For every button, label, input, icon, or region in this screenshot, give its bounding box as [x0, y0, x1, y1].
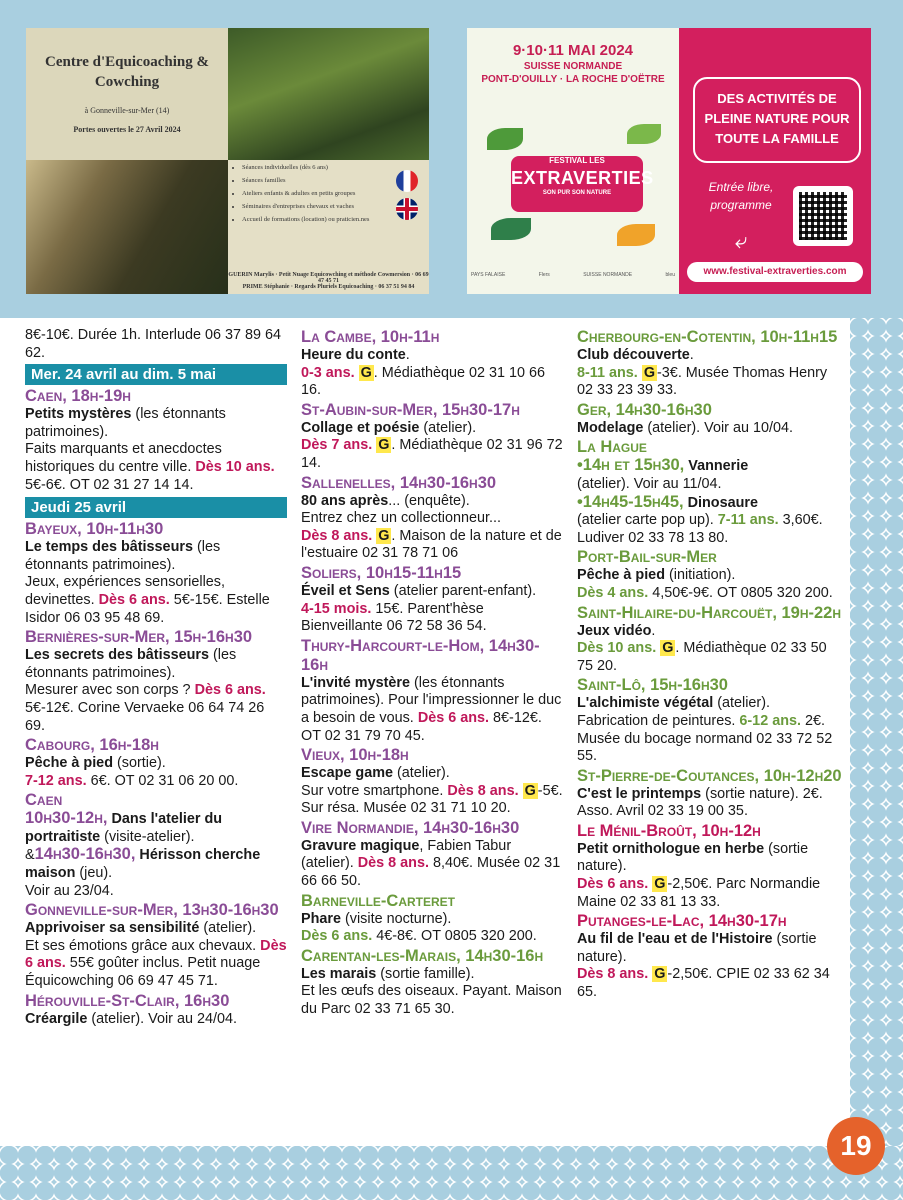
age-label: Dès 7 ans.	[301, 437, 373, 454]
age-label: Dès 10 ans.	[195, 458, 275, 475]
event-desc: Collage et poésie (atelier).	[301, 419, 477, 436]
partner-logo: PAYS FALAISE	[471, 272, 506, 278]
event-desc: Dès 8 ans. G . Maison de la nature et de l'estuaire 02 31 78 71 06	[301, 527, 562, 562]
festival-entree: Entrée libre, programme	[708, 180, 774, 212]
age-label: Dès 8 ans.	[301, 527, 373, 544]
event-title: Barneville-Carteret	[301, 891, 455, 910]
event-desc: Heure du conte.	[301, 347, 410, 363]
equicoaching-open-house: Portes ouvertes le 27 Avril 2024	[73, 125, 181, 134]
event-desc: Petit ornithologue en herbe (sortie nature).	[577, 840, 809, 875]
horse-photo	[228, 28, 429, 160]
event-title: St-Aubin-sur-Mer, 15h30-17h	[301, 400, 520, 419]
event-desc: 10h30-12h, Dans l'atelier du portraitiste (visite-atelier).	[25, 809, 223, 845]
event-title: St-Pierre-de-Coutances, 10h-12h20	[577, 766, 842, 785]
service-item: • Accueil de formations (location) ou praticien.nes	[242, 216, 429, 223]
contact-right: PRIME Stéphanie · Regards Pluriels Equicoaching · 06 37 51 94 84	[242, 284, 415, 290]
event-desc: Phare (visite nocturne).	[301, 910, 452, 927]
leaf-icon	[627, 124, 661, 144]
event-title: Carentan-les-Marais, 14h30-16h	[301, 946, 544, 965]
event-title: Putanges-le-Lac, 14h30-17h	[577, 912, 787, 931]
festival-logo	[511, 156, 654, 212]
event-desc: 8-11 ans. G -3€. Musée Thomas Henry 02 33 23 39 33.	[577, 364, 828, 399]
age-label: 7-11 ans.	[717, 512, 779, 529]
event-desc: Pêche à pied (initiation).	[577, 567, 736, 584]
free-badge: G	[643, 364, 656, 381]
event-desc: Entrez chez un collectionneur...	[301, 510, 501, 527]
festival-region: SUISSE NORMANDE	[523, 61, 623, 72]
column-2	[301, 327, 563, 1019]
event-desc: C'est le printemps (sortie nature). 2€. Asso. Avril 02 33 19 00 35.	[577, 785, 823, 820]
page-number: 19	[827, 1117, 885, 1175]
event-desc: •14h45-15h45, Dinosaure	[577, 492, 758, 511]
event-desc: 0-3 ans. G . Médiathèque 02 31 10 66 16.	[301, 364, 546, 399]
festival-dates	[467, 42, 679, 86]
event-desc: &14h30-16h30, Hérisson cherche maison (jeu).	[25, 845, 261, 882]
leaf-icon	[617, 224, 655, 246]
age-label: 6-12 ans.	[739, 712, 801, 729]
age-label: Dès 6 ans.	[98, 591, 170, 608]
festival-small-label: FESTIVAL LES	[549, 156, 605, 165]
event-desc: Dès 4 ans. 4,50€-9€. OT 0805 320 200.	[577, 584, 833, 601]
event-desc: Pêche à pied (sortie).	[25, 755, 166, 772]
event-desc: Et les œufs des oiseaux. Payant. Maison du Parc 02 33 71 65 30.	[301, 983, 562, 1018]
event-desc: Créargile (atelier). Voir au 24/04.	[25, 1010, 237, 1027]
event-title: Vire Normandie, 14h30-16h30	[301, 818, 520, 837]
event-desc: Modelage (atelier). Voir au 10/04.	[577, 419, 793, 436]
event-title: Bayeux, 10h-11h30	[25, 520, 164, 539]
equicoaching-title: Centre d'Equicoaching & Cowching	[45, 54, 209, 90]
event-desc: Sur votre smartphone. Dès 8 ans. G -5€. Sur résa. Musée 02 31 71 10 20.	[301, 782, 563, 817]
free-badge: G	[662, 640, 674, 657]
event-desc: Dès 6 ans. G -2,50€. Parc Normandie Maine 02 33 81 13 33.	[577, 876, 821, 910]
service-item: • Séances familles	[242, 177, 429, 184]
decorative-pattern-right	[850, 318, 903, 1156]
age-label: 8-11 ans.	[577, 364, 638, 381]
festival-sub: SON PUR SON NATURE	[542, 190, 612, 196]
uk-flag-icon	[396, 198, 418, 220]
date-band: Mer. 24 avril au dim. 5 mai	[25, 364, 287, 385]
event-desc: 4-15 mois. 15€. Parent'hèse Bienveillante 06 72 58 36 54.	[301, 600, 487, 635]
service-item: • Séminaires d'entreprises chevaux et vaches	[242, 203, 429, 210]
event-desc: Gravure magique, Fabien Tabur (atelier). Dès 8 ans. 8,40€. Musée 02 31 66 66 50.	[301, 837, 561, 890]
age-label: Dès 4 ans.	[577, 584, 649, 601]
event-title: Cherbourg-en-Cotentin, 10h-11h15	[577, 328, 838, 346]
event-desc: Faits marquants et anecdoctes historiques du centre ville. Dès 10 ans. 5€-6€. OT 02 31 27 14 14.	[25, 441, 275, 493]
free-badge: G	[378, 437, 390, 454]
cow-photo	[26, 160, 228, 294]
event-title: Caen, 18h-19h	[25, 387, 131, 406]
free-badge: G	[360, 364, 372, 381]
age-label: Dès 8 ans.	[357, 855, 429, 872]
extraverties-ad[interactable]	[467, 28, 871, 294]
service-item: • Séances individuelles (dès 6 ans)	[242, 164, 429, 171]
column-3	[577, 327, 843, 1002]
event-desc: Le temps des bâtisseurs (les étonnants patrimoines).	[25, 539, 221, 573]
equicoaching-header	[26, 28, 228, 160]
age-label: Dès 6 ans.	[301, 928, 373, 945]
column-1	[25, 327, 287, 1028]
event-desc: •14h et 15h30, Vannerie	[577, 456, 749, 475]
festival-url[interactable]: www.festival-extraverties.com	[687, 262, 863, 282]
event-desc: (atelier). Voir au 11/04.	[577, 475, 722, 492]
event-title: La Hague	[577, 438, 647, 457]
partner-logos	[471, 272, 675, 278]
partner-logo: bleu	[665, 272, 675, 278]
event-desc: Jeux, expériences sensorielles, devinettes. Dès 6 ans. 5€-15€. Estelle Isidor 06 03 95 48 69.	[25, 574, 270, 626]
event-desc: L'invité mystère (les étonnants patrimoines). Pour l'impressionner le duc a besoin de vous. Dès 6 ans. 8€-12€. OT 02 31 79 70 45.	[301, 674, 562, 744]
age-label: Dès 6 ans.	[417, 709, 490, 726]
event-desc: 7-12 ans. 6€. OT 02 31 06 20 00.	[25, 772, 239, 789]
equicoaching-location: à Gonneville-sur-Mer (14)	[84, 106, 170, 115]
event-title: Sallenelles, 14h30-16h30	[301, 473, 497, 492]
leaf-icon	[487, 128, 523, 150]
date-band: Jeudi 25 avril	[25, 497, 287, 518]
event-title: Caen	[25, 791, 63, 810]
leaf-icon	[491, 218, 531, 240]
event-desc: Dès 7 ans. G . Médiathèque 02 31 96 72 14.	[301, 437, 563, 471]
festival-places: PONT-D'OUILLY · LA ROCHE D'OËTRE	[481, 74, 665, 85]
event-title: Saint-Hilaire-du-Harcouët, 19h-22h	[577, 603, 842, 622]
free-badge: G	[654, 966, 666, 983]
event-desc: Dès 6 ans. 4€-8€. OT 0805 320 200.	[301, 928, 537, 945]
age-label: Dès 8 ans.	[577, 966, 649, 983]
age-label: Dès 6 ans.	[577, 876, 649, 893]
event-desc: Apprivoiser sa sensibilité (atelier).	[25, 920, 257, 937]
qr-code-icon[interactable]	[793, 186, 853, 246]
event-desc: Club découverte.	[577, 347, 694, 363]
event-desc: Fabrication de peintures. 6-12 ans. 2€. Musée du bocage normand 02 33 72 52 55.	[577, 712, 833, 765]
event-desc: Éveil et Sens (atelier parent-enfant).	[301, 582, 537, 599]
age-label: Dès 6 ans.	[194, 682, 266, 699]
event-desc: Dès 10 ans. G . Médiathèque 02 33 50 75 20.	[577, 640, 827, 674]
festival-tagline: DES ACTIVITÉS DE PLEINE NATURE POUR TOUTE LA FAMILLE	[693, 77, 861, 163]
event-title: La Cambe, 10h-11h	[301, 328, 440, 346]
event-desc: Dès 8 ans. G -2,50€. CPIE 02 33 62 34 65.	[577, 966, 830, 1001]
event-title: Soliers, 10h15-11h15	[301, 563, 462, 582]
event-title: Hérouville-St-Clair, 16h30	[25, 991, 230, 1010]
event-desc: Au fil de l'eau et de l'Histoire (sortie nature).	[577, 931, 817, 965]
age-label: Dès 8 ans.	[447, 782, 519, 799]
event-desc: Et ses émotions grâce aux chevaux. Dès 6 ans. 55€ goûter inclus. Petit nuage Équicowching 06 69 47 45 71.	[25, 937, 287, 990]
age-label: 7-12 ans.	[25, 772, 87, 789]
age-label: Dès 6 ans.	[25, 937, 287, 972]
event-title: Le Ménil-Broût, 10h-12h	[577, 821, 761, 840]
event-desc: Les marais (sortie famille).	[301, 965, 475, 982]
festival-name: EXTRAVERTIES	[511, 168, 654, 188]
event-desc: Petits mystères (les étonnants patrimoines).	[25, 406, 226, 440]
partner-logo: Flers	[538, 272, 550, 278]
age-label: 4-15 mois.	[301, 600, 372, 617]
festival-date-text: 9·10·11 MAI 2024	[512, 42, 634, 59]
event-desc: Mesurer avec son corps ? Dès 6 ans. 5€-12€. Corine Vervaeke 06 64 74 26 69.	[25, 682, 266, 734]
event-title: Saint-Lô, 15h-16h30	[577, 676, 728, 695]
event-desc: L'alchimiste végétal (atelier).	[577, 695, 770, 712]
free-badge: G	[654, 876, 666, 893]
event-title: Ger, 14h30-16h30	[577, 400, 712, 419]
event-desc: Jeux vidéo.	[577, 622, 656, 639]
fr-flag-icon	[396, 170, 418, 192]
event-desc: Voir au 23/04.	[25, 882, 114, 899]
age-label: Dès 10 ans.	[577, 640, 657, 657]
event-desc: 80 ans après... (enquête).	[301, 492, 470, 509]
decorative-pattern-bottom	[0, 1146, 903, 1200]
free-badge: G	[524, 782, 536, 799]
partner-logo: SUISSE NORMANDE	[583, 272, 633, 278]
event-title: Port-Bail-sur-Mer	[577, 548, 717, 567]
event-title: Vieux, 10h-18h	[301, 746, 409, 765]
contact-left: GUERIN Marylis · Petit Nuage Equicowching et méthode Cowmersion · 06 69 47 45 71	[228, 272, 429, 284]
event-desc: (atelier carte pop up). 7-11 ans. 3,60€. Ludiver 02 33 78 13 80.	[577, 512, 823, 546]
free-badge: G	[378, 527, 390, 544]
age-label: 0-3 ans.	[301, 364, 355, 381]
contacts	[228, 272, 429, 290]
event-title: Bernières-sur-Mer, 15h-16h30	[25, 628, 253, 647]
event-title: Gonneville-sur-Mer, 13h30-16h30	[25, 901, 279, 920]
service-item: • Ateliers enfants & adultes en petits groupes	[242, 190, 429, 197]
event-title: Thury-Harcourt-le-Hom, 14h30-16h	[301, 636, 540, 674]
equicoaching-ad[interactable]	[26, 28, 429, 294]
arrow-icon: ⤶	[735, 228, 748, 253]
intro-text: 8€-10€. Durée 1h. Interlude 06 37 89 64 62.	[25, 327, 282, 361]
event-desc: Escape game (atelier).	[301, 765, 450, 782]
event-desc: Les secrets des bâtisseurs (les étonnants patrimoines).	[25, 647, 237, 681]
event-title: Cabourg, 16h-18h	[25, 736, 159, 755]
